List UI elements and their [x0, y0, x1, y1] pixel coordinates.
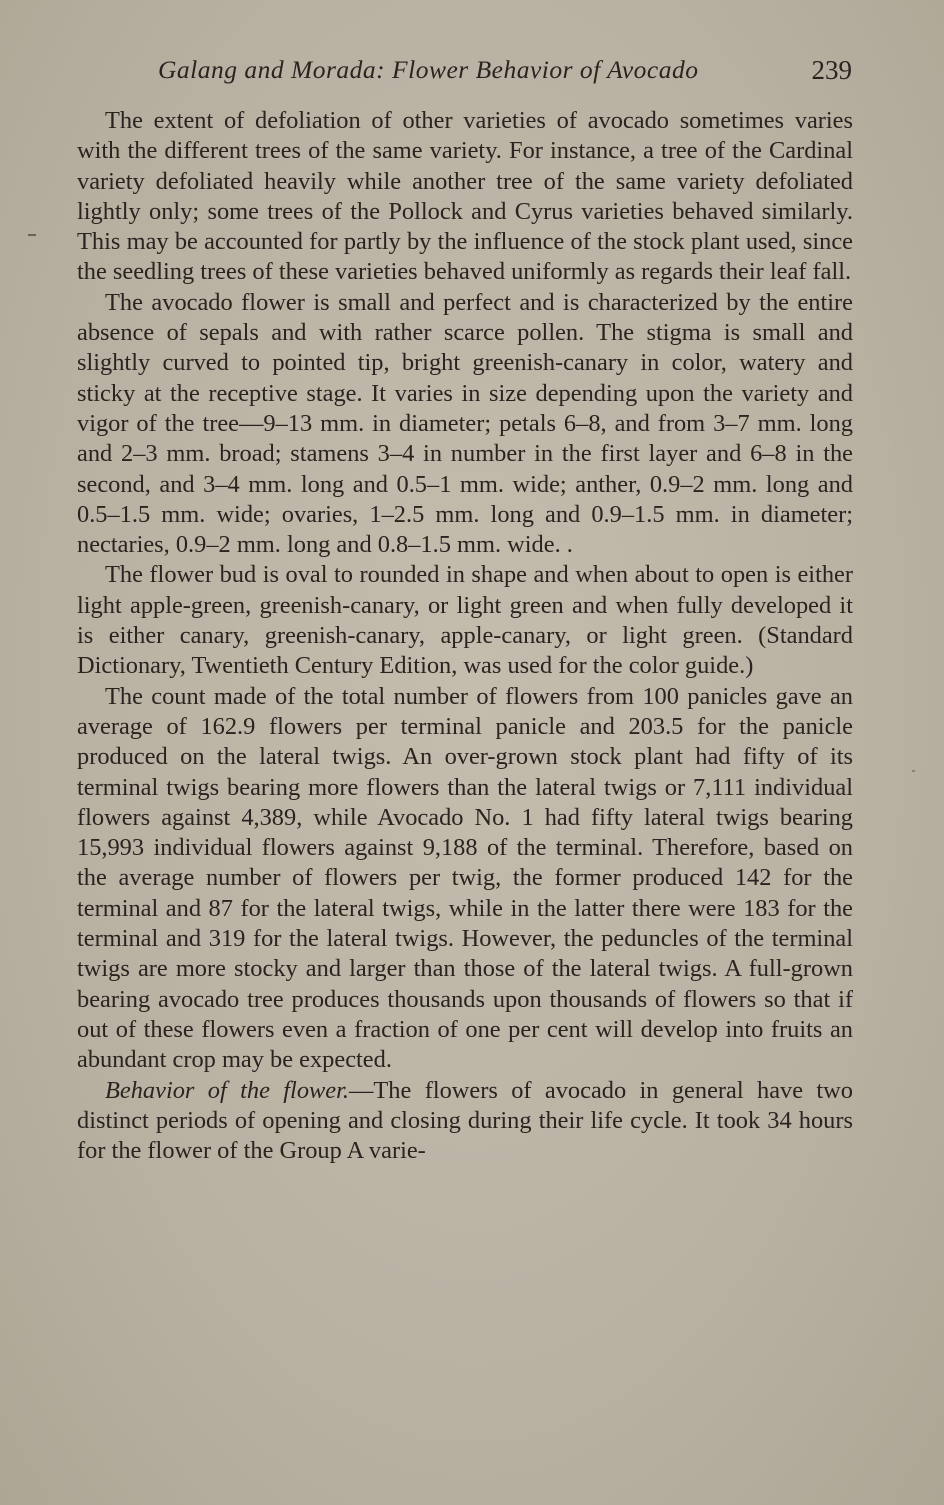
section-lead-in: Behavior of the flower. [105, 1076, 350, 1104]
section-text: —The flowers of avocado in general have two distinct periods of opening and closing during their life cycle. It took 34 hours for the flower of the Group A varie- [77, 1076, 853, 1165]
paragraph-flower-description: The avocado flower is small and perfect and is characterized by the entire absence of sepals and with rather scarce pollen. The stigma is small and slightly curved to pointed tip, bright greenish-canary in color, watery and sticky at the receptive stage. It varies in size depending upon the variety and vigor of the tree—9–13 mm. in diameter; petals 6–8, and from 3–7 mm. long and 2–3 mm. broad; stamens 3–4 in number in the first layer and 6–8 in the second, and 3–4 mm. long and 0.5–1 mm. wide; anther, 0.9–2 mm. long and 0.5–1.5 mm. wide; ovaries, 1–2.5 mm. long and 0.9–1.5 mm. in diameter; nectaries, 0.9–2 mm. long and 0.8–1.5 mm. wide. . [77, 288, 853, 559]
body-text [77, 106, 853, 1166]
paragraph-flower-behavior [77, 1076, 853, 1167]
paragraph-flower-count: The count made of the total number of flowers from 100 panicles gave an average of 162.9 flowers per terminal panicle and 203.5 for the panicle produced on the lateral twigs. An over-grown stock plant had fifty of its terminal twigs bearing more flowers than the lateral twigs or 7,111 individual flowers against 4,389, while Avocado No. 1 had fifty lateral twigs bearing 15,993 individual flowers against 9,188 of the terminal. Therefore, based on the average number of flowers per twig, the former produced 142 for the terminal and 87 for the lateral twigs, while in the latter there were 183 for the terminal and 319 for the lateral twigs. However, the peduncles of the terminal twigs are more stocky and larger than those of the lateral twigs. A full-grown bearing avocado tree produces thousands upon thousands of flowers so that if out of these flowers even a fraction of one per cent will develop into fruits an abundant crop may be expected. [77, 682, 853, 1074]
paper-speck [912, 770, 915, 772]
running-title: Galang and Morada: Flower Behavior of Avocado [158, 55, 699, 84]
paragraph-flower-bud: The flower bud is oval to rounded in shape and when about to open is either light apple-green, greenish-canary, or light green and when fully developed it is either canary, greenish-canary, apple-canary, or light green. (Standard Dictionary, Twentieth Century Edition, was used for the color guide.) [77, 561, 853, 680]
paragraph-defoliation: The extent of defoliation of other varieties of avocado sometimes varies with the different trees of the same variety. For instance, a tree of the Cardinal variety defoliated heavily while another tree of the same variety defoliated lightly only; some trees of the Pollock and Cyrus varieties behaved similarly. This may be accounted for partly by the influence of the stock plant used, since the seedling trees of these varieties behaved uniformly as regards their leaf fall. [77, 107, 853, 286]
page-number: 239 [811, 55, 852, 85]
page-header [158, 50, 852, 90]
margin-mark [28, 234, 36, 236]
